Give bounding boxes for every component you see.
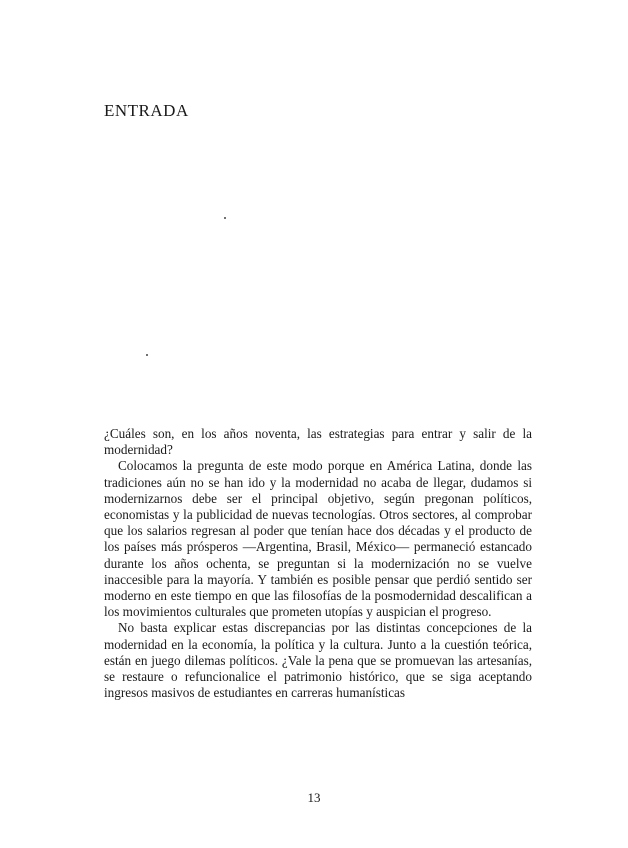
chapter-heading: ENTRADA <box>104 101 189 120</box>
paragraph-1: ¿Cuáles son, en los años noventa, las estrategias para entrar y salir de la modernidad? <box>104 426 532 458</box>
print-speck <box>146 354 148 356</box>
body-text <box>104 426 532 701</box>
paragraph-2: Colocamos la pregunta de este modo porque en América Latina, donde las tradiciones aún no se han ido y la modernidad no acaba de llegar, dudamos si modernizarnos debe ser el principal objetivo, según pregonan políticos, economistas y la publicidad de nuevas tecnologías. Otros sectores, al comprobar que los salarios regresan al poder que tenían hace dos décadas y el producto de los países más prósperos —Argentina, Brasil, México— permaneció estancado durante los años ochenta, se preguntan si la modernización no se vuelve inaccesible para la mayoría. Y también es posible pensar que perdió sentido ser moderno en este tiempo en que las filosofías de la posmodernidad descalifican a los movimientos culturales que prometen utopías y auspician el progreso. <box>104 458 532 620</box>
paragraph-3: No basta explicar estas discrepancias por las distintas concepciones de la modernidad en la economía, la política y la cultura. Junto a la cuestión teórica, están en juego dilemas políticos. ¿Vale la pena que se promuevan las artesanías, se restaure o refuncionalice el patrimonio histórico, que se siga aceptando ingresos masivos de estudiantes en carreras humanísticas <box>104 620 532 701</box>
page-number: 13 <box>307 790 321 805</box>
print-speck <box>224 217 226 219</box>
